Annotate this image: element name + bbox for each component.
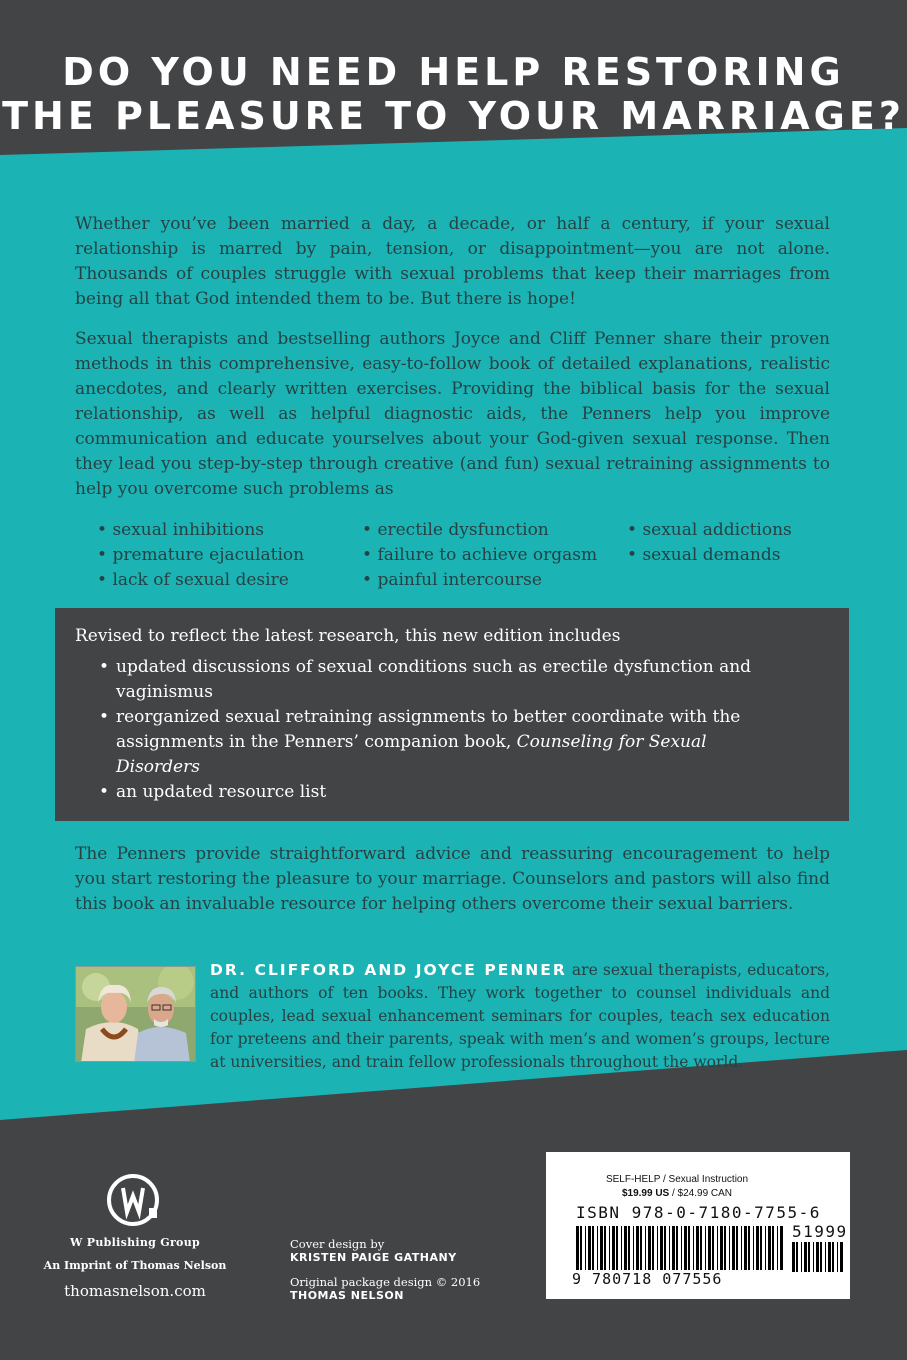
- barcode-bar: [804, 1242, 807, 1272]
- barcode-bar: [840, 1242, 843, 1272]
- barcode-bar: [600, 1226, 603, 1270]
- barcode-bar: [820, 1242, 822, 1272]
- headline-line-2: THE PLEASURE TO YOUR MARRIAGE?: [2, 94, 905, 138]
- problem-item: • painful intercourse: [362, 568, 627, 593]
- barcode-bar: [717, 1226, 718, 1270]
- barcode-bar: [592, 1226, 594, 1270]
- isbn-barcode: [576, 1226, 784, 1274]
- barcode-bar: [633, 1226, 634, 1270]
- barcode-bar: [696, 1226, 699, 1270]
- problem-item: • erectile dysfunction: [362, 518, 627, 543]
- publisher-url: thomasnelson.com: [64, 1282, 206, 1300]
- new-edition-item: • updated discussions of sexual conditions such as erectile dysfunction and vaginismus: [99, 655, 789, 705]
- headline: [0, 50, 907, 138]
- barcode-bar: [640, 1226, 642, 1270]
- barcode-bar: [825, 1242, 826, 1272]
- barcode-bar: [645, 1226, 646, 1270]
- barcode-bar: [604, 1226, 606, 1270]
- barcode-bar: [813, 1242, 814, 1272]
- barcode-bar: [756, 1226, 759, 1270]
- barcode-bar: [744, 1226, 747, 1270]
- barcode-bar: [780, 1226, 783, 1270]
- problem-item: • lack of sexual desire: [97, 568, 362, 593]
- package-design-owner: THOMAS NELSON: [290, 1289, 404, 1302]
- barcode-bar: [732, 1226, 735, 1270]
- publisher-block: [40, 1170, 230, 1300]
- author-name: DR. CLIFFORD AND JOYCE PENNER: [210, 961, 567, 979]
- barcode-bar: [660, 1226, 663, 1270]
- barcode-bar: [636, 1226, 639, 1270]
- publisher-name: W Publishing Group: [69, 1236, 200, 1249]
- new-edition-box: [55, 608, 849, 821]
- barcode-bar: [801, 1242, 802, 1272]
- barcode-bar: [585, 1226, 586, 1270]
- barcode-bar: [652, 1226, 654, 1270]
- barcode-bar: [664, 1226, 666, 1270]
- barcode-bar: [628, 1226, 630, 1270]
- barcode-bar: [736, 1226, 738, 1270]
- barcode-bar: [676, 1226, 678, 1270]
- barcode-bar: [772, 1226, 774, 1270]
- barcode-bar: [816, 1242, 819, 1272]
- barcode-bar: [741, 1226, 742, 1270]
- publisher-imprint: An Imprint of Thomas Nelson: [43, 1259, 227, 1272]
- new-edition-item-text: reorganized sexual retraining assignments to better coordinate with the assignments in the Penners’ companion book,: [116, 707, 741, 752]
- problem-item: • sexual demands: [627, 543, 837, 568]
- isbn-label: ISBN 978-0-7180-7755-6: [576, 1203, 821, 1222]
- new-edition-list: [75, 655, 829, 805]
- problems-list: [97, 518, 837, 593]
- price-barcode: [792, 1242, 844, 1290]
- closing-paragraph: The Penners provide straightforward advice and reassuring encouragement to help you start restoring the pleasure to your marriage. Counselors and pastors will also find this book an invaluable resource for helping others overcome their sexual barriers.: [75, 844, 830, 914]
- barcode-bar: [748, 1226, 750, 1270]
- barcode-bar: [681, 1226, 682, 1270]
- barcode-bar: [576, 1226, 579, 1270]
- barcode-bar: [648, 1226, 651, 1270]
- barcode-bar: [808, 1242, 810, 1272]
- barcode-bar: [700, 1226, 702, 1270]
- barcode-bar: [712, 1226, 714, 1270]
- barcode-bar: [621, 1226, 622, 1270]
- new-edition-item: [99, 705, 789, 780]
- barcode-bar: [729, 1226, 730, 1270]
- problem-item: • premature ejaculation: [97, 543, 362, 568]
- description-paragraph: Sexual therapists and bestselling authors Joyce and Cliff Penner share their proven methods in this comprehensive, easy-to-follow book of detailed explanations, realistic anecdotes, and clearly written exercises. Providing the biblical basis for the sexual relationship, as well as helpful diagnostic aids, the Penners help you improve communication and educate yourselves about your God-given sexual response. Then they lead you step-by-step through creative (and fun) sexual retraining assignments to help you overcome such problems as: [75, 329, 830, 499]
- barcode-bar: [580, 1226, 582, 1270]
- w-publishing-logo-icon: [105, 1170, 165, 1230]
- headline-line-1: DO YOU NEED HELP RESTORING: [62, 50, 845, 94]
- barcode-bar: [684, 1226, 687, 1270]
- cover-design-label: Cover design by: [290, 1237, 385, 1251]
- barcode-bar: [768, 1226, 771, 1270]
- barcode-bar: [837, 1242, 838, 1272]
- barcode-bar: [753, 1226, 754, 1270]
- barcode-bar: [672, 1226, 675, 1270]
- barcode-bar: [765, 1226, 766, 1270]
- problem-item: • sexual addictions: [627, 518, 837, 543]
- cover-designer: KRISTEN PAIGE GATHANY: [290, 1251, 457, 1264]
- problem-item: • sexual inhibitions: [97, 518, 362, 543]
- problem-item: • failure to achieve orgasm: [362, 543, 627, 568]
- companion-book-title: Counseling for Sexual Disorders: [116, 732, 707, 777]
- barcode-bar: [588, 1226, 591, 1270]
- barcode-bar: [688, 1226, 690, 1270]
- barcode-bar: [657, 1226, 658, 1270]
- author-bio: [210, 959, 830, 1074]
- barcode-bar: [669, 1226, 670, 1270]
- price-can: / $24.99 CAN: [669, 1188, 733, 1199]
- barcode-bar: [597, 1226, 598, 1270]
- barcode-bar: [760, 1226, 762, 1270]
- barcode-digits: 9 780718 077556: [572, 1270, 723, 1288]
- barcode-bar: [693, 1226, 694, 1270]
- barcode-bar: [832, 1242, 834, 1272]
- barcode-bar: [708, 1226, 711, 1270]
- barcode-bar: [777, 1226, 778, 1270]
- barcode-bar: [616, 1226, 618, 1270]
- author-photo: [75, 966, 196, 1062]
- new-edition-intro: Revised to reflect the latest research, this new edition includes: [75, 626, 621, 646]
- barcode-bar: [724, 1226, 726, 1270]
- barcode-bar: [612, 1226, 615, 1270]
- barcode-category: SELF-HELP / Sexual Instruction: [605, 1174, 749, 1185]
- barcode-bar: [609, 1226, 610, 1270]
- barcode-bar: [720, 1226, 723, 1270]
- barcode-block: [546, 1152, 850, 1299]
- barcode-bar: [796, 1242, 798, 1272]
- barcode-bar: [624, 1226, 627, 1270]
- barcode-bar: [705, 1226, 706, 1270]
- package-design-label: Original package design © 2016: [290, 1275, 481, 1289]
- barcode-bar: [792, 1242, 795, 1272]
- barcode-price: [546, 1188, 808, 1199]
- design-credits: [290, 1237, 520, 1303]
- price-us: $19.99 US: [621, 1188, 670, 1199]
- author-bio-text: are sexual therapists, educators, and authors of ten books. They work together to counsel individuals and couples, lead sexual enhancement seminars for couples, teach sex education for preteens and their parents, speak with men’s and women’s groups, lecture at universities, and train fellow professionals throughout the world.: [210, 961, 830, 1071]
- new-edition-item: • an updated resource list: [99, 780, 789, 805]
- barcode-bar: [828, 1242, 831, 1272]
- price-code-label: 51999: [792, 1222, 848, 1241]
- intro-paragraph: Whether you’ve been married a day, a decade, or half a century, if your sexual relationship is marred by pain, tension, or disappointment—you are not alone. Thousands of couples struggle with sexual problems that keep their marriages from being all that God intended them to be. But there is hope!: [75, 214, 830, 309]
